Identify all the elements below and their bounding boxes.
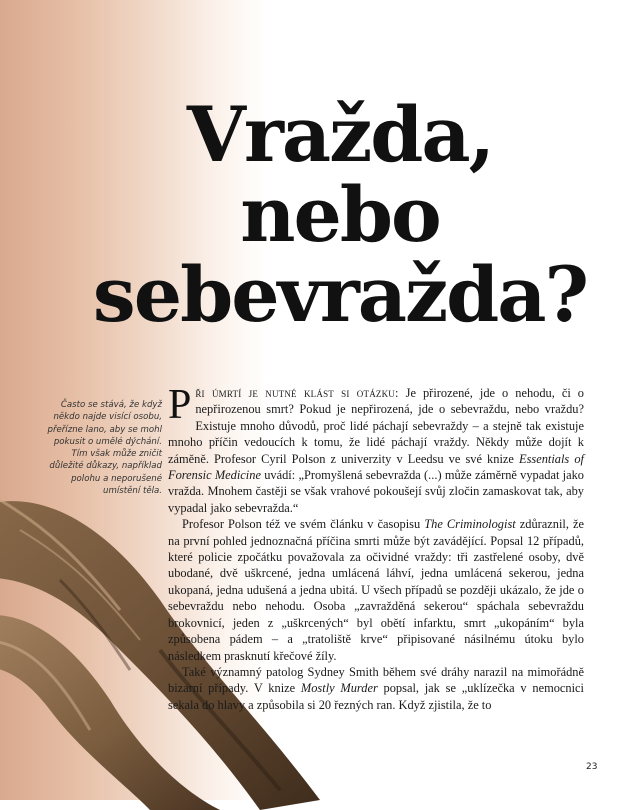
paragraph-3-text-a: Také významný patolog Sydney Smith během své dráhy narazil na mimořádně bizarní případy. V knize	[168, 664, 584, 696]
paragraph-1-text-a: Je přirozené, jde o nehodu, či o nepřirozenou smrt? Pokud je nepřirozená, jde o sebevraždu, nebo vraždu? Existuje mnoho důvodů, proč lidé páchají sebevraždy – a stejně tak existuje mnoho příčin vedoucích k tomu, že lidé páchají vraždy. Někdy může dojít k záměně. Profesor Cyril Polson z univerzity v Leedsu ve své knize	[168, 386, 584, 466]
journal-title-criminologist: The Criminologist	[424, 517, 516, 532]
page-number: 23	[586, 762, 598, 772]
image-caption: Často se stává, že když někdo najde visící osobu, přeřízne lano, aby se mohl pokusit o umělé dýchání. Tím však může zničit důležité důkazy, například polohu a neporušené umístění těla.	[47, 400, 162, 497]
paragraph-1-text-b: uvádí: „Promyšlená sebevražda (...) může záměrně vypadat jako vražda. Mnohem častěji se však vrahové pokoušejí svůj zločin zamaskovat tak, aby vypadal jako sebevražda.“	[168, 468, 584, 515]
drop-cap: P	[168, 382, 192, 428]
paragraph-3	[168, 664, 584, 713]
book-title-mostly-murder: Mostly Murder	[300, 681, 378, 696]
article-body	[168, 382, 584, 713]
headline-line-2: nebo	[240, 170, 440, 259]
paragraph-1	[168, 382, 584, 516]
lead-in-caps: ři úmrtí je nutné klást si otázku:	[195, 386, 399, 400]
paragraph-2	[168, 516, 584, 664]
paragraph-2-text-a: Profesor Polson též ve svém článku v časopisu	[182, 517, 425, 532]
headline-line-3: sebevražda?	[92, 250, 588, 339]
paragraph-2-text-b: zdůraznil, že na první pohled jednoznačná příčina smrti může být zavádějící. Popsal 12 případů, které policie zpočátku považovala za očividné vraždy: tři zastřelené osoby, dvě ubodané, dvě uškrcené, jedna umlácená láhví, jedna umlácená sekerou, jedna ukopaná, jedna udušená a jedna ubitá. U všech případů se později ukázalo, že jde o sebevraždu nebo nehodu. Osoba „zavražděná sekerou“ spáchala sebevraždu brokovnicí, jeden z „uškrcených“ byl obětí infarktu, smrt „ukopáním“ byla způsobena pádem – a „tratoliště krve“ připisované násilnému útoku bylo následkem prasknutí křečové žíly.	[168, 517, 584, 663]
book-title-essentials: Essentials of Forensic Medicine	[168, 451, 584, 483]
headline-line-1: Vražda,	[186, 90, 494, 179]
paragraph-3-text-b: popsal, jak se „uklízečka v nemocnici sekala do hlavy a způsobila si 20 řezných ran. Když zjistila, že to	[168, 681, 584, 712]
headline	[60, 90, 620, 339]
